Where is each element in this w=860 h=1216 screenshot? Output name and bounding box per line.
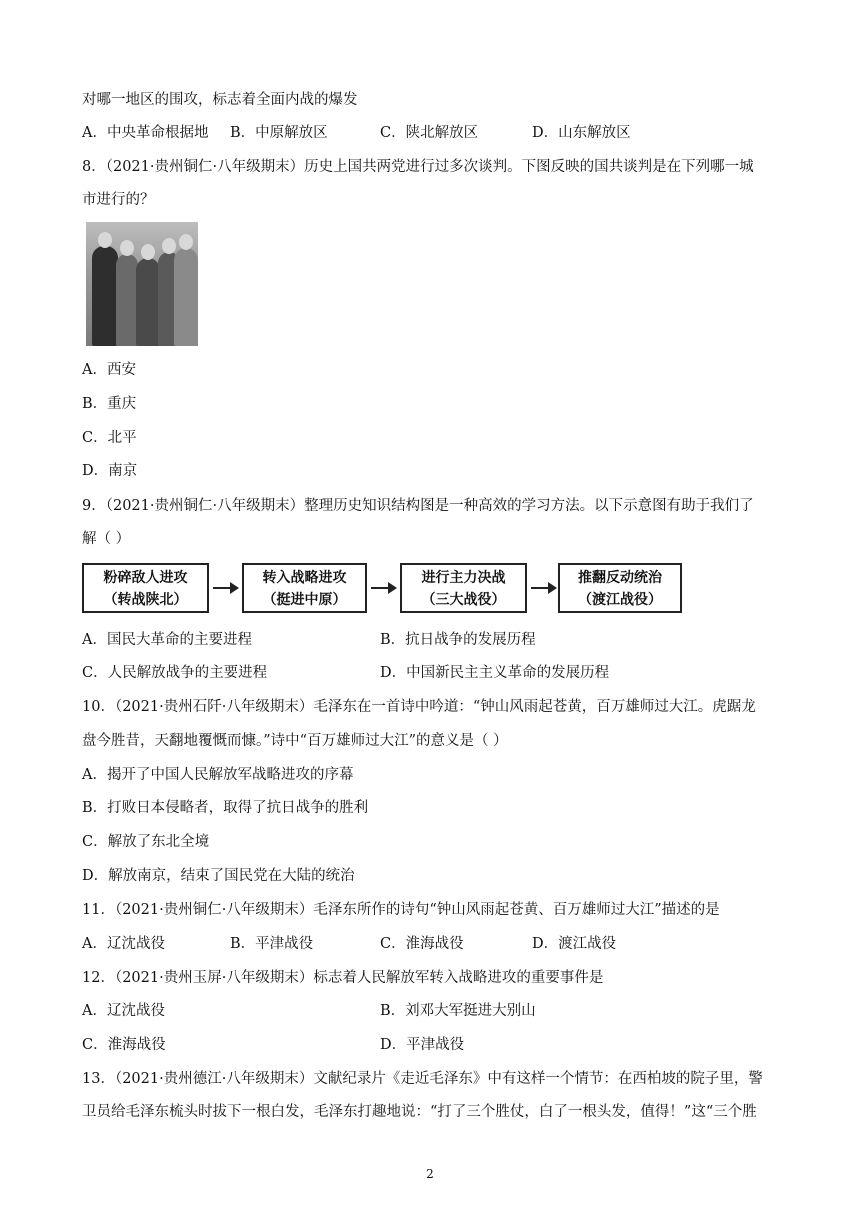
flow-box-2-line2: （挺进中原） <box>262 592 347 608</box>
q11-option-b: B．平津战役 <box>230 936 314 952</box>
flow-box-4 <box>558 563 682 613</box>
flow-arrow-3 <box>531 587 555 589</box>
q12-option-c: C．淮海战役 <box>82 1037 166 1053</box>
flow-box-3 <box>400 563 527 613</box>
q10-stem-line2: 盘今胜昔，天翻地覆慨而慷。”诗中“百万雄师过大江”的意义是（ ） <box>82 733 508 749</box>
flow-box-3-line2: （三大战役） <box>421 592 506 608</box>
negotiation-photo <box>86 222 198 346</box>
q8-option-b: B．重庆 <box>82 396 137 412</box>
flow-box-4-line1: 推翻反动统治 <box>578 570 662 586</box>
q7-stem: 对哪一地区的围攻，标志着全面内战的爆发 <box>82 92 358 108</box>
flow-box-2 <box>242 563 367 613</box>
flow-box-1 <box>82 563 209 613</box>
q12-options-row1 <box>82 1001 782 1021</box>
q8-stem-line2: 市进行的？ <box>82 192 155 208</box>
q8-option-a: A．西安 <box>82 362 136 378</box>
page-number: 2 <box>426 1167 434 1181</box>
q8-stem-line1: 8．（2021·贵州铜仁·八年级期末）历史上国共两党进行过多次谈判。下图反映的国共谈判是在下列哪一城 <box>82 159 754 175</box>
q8-option-c: C．北平 <box>82 430 137 446</box>
q11-options <box>82 934 782 954</box>
q11-option-d: D．渡江战役 <box>532 936 617 952</box>
flow-arrow-1 <box>213 587 237 589</box>
q7-option-b: B．中原解放区 <box>230 125 328 141</box>
q10-option-c: C．解放了东北全境 <box>82 834 210 850</box>
q9-stem-line2: 解（ ） <box>82 531 131 547</box>
q9-options-row2 <box>82 663 782 683</box>
q9-option-c: C．人民解放战争的主要进程 <box>82 665 268 681</box>
q13-stem-line2: 卫员给毛泽东梳头时拔下一根白发，毛泽东打趣地说：“打了三个胜仗，白了一根头发，值得！”这“三个胜 <box>82 1104 757 1120</box>
q10-option-d: D．解放南京，结束了国民党在大陆的统治 <box>82 868 355 884</box>
q11-option-c: C．淮海战役 <box>380 936 464 952</box>
flow-box-3-line1: 进行主力决战 <box>421 570 506 586</box>
q11-stem: 11．（2021·贵州铜仁·八年级期末）毛泽东所作的诗句“钟山风雨起苍黄、百万雄师过大江”描述的是 <box>82 902 720 918</box>
q9-option-b: B．抗日战争的发展历程 <box>380 632 536 648</box>
q9-options-row1 <box>82 630 782 650</box>
q7-option-c: C．陕北解放区 <box>380 125 479 141</box>
flow-box-1-line2: （转战陕北） <box>103 592 188 608</box>
flow-arrow-2 <box>371 587 395 589</box>
q9-option-a: A．国民大革命的主要进程 <box>82 632 252 648</box>
flow-box-1-line1: 粉碎敌人进攻 <box>103 570 188 586</box>
q7-options <box>82 123 782 143</box>
q10-stem-line1: 10．（2021·贵州石阡·八年级期末）毛泽东在一首诗中吟道：“钟山风雨起苍黄，百万雄师过大江。虎踞龙 <box>82 699 756 715</box>
q7-option-a: A．中央革命根据地 <box>82 125 209 141</box>
flow-box-2-line1: 转入战略进攻 <box>262 570 347 586</box>
q7-option-d: D．山东解放区 <box>532 125 631 141</box>
q10-option-b: B．打败日本侵略者，取得了抗日战争的胜利 <box>82 800 369 816</box>
q12-options-row2 <box>82 1035 782 1055</box>
q9-stem-line1: 9．（2021·贵州铜仁·八年级期末）整理历史知识结构图是一种高效的学习方法。以下示意图有助于我们了 <box>82 498 754 514</box>
q8-option-d: D．南京 <box>82 463 138 479</box>
q13-stem-line1: 13．（2021·贵州德江·八年级期末）文献纪录片《走近毛泽东》中有这样一个情节：在西柏坡的院子里，警 <box>82 1071 763 1087</box>
flow-box-4-line2: （渡江战役） <box>578 592 662 608</box>
q10-option-a: A．揭开了中国人民解放军战略进攻的序幕 <box>82 767 354 783</box>
q12-option-d: D．平津战役 <box>380 1037 465 1053</box>
q12-option-b: B．刘邓大军挺进大别山 <box>380 1003 536 1019</box>
q12-stem: 12．（2021·贵州玉屏·八年级期末）标志着人民解放军转入战略进攻的重要事件是 <box>82 970 604 986</box>
q11-option-a: A．辽沈战役 <box>82 936 165 952</box>
q9-option-d: D．中国新民主主义革命的发展历程 <box>380 665 610 681</box>
knowledge-flowchart <box>82 563 682 617</box>
q12-option-a: A．辽沈战役 <box>82 1003 165 1019</box>
